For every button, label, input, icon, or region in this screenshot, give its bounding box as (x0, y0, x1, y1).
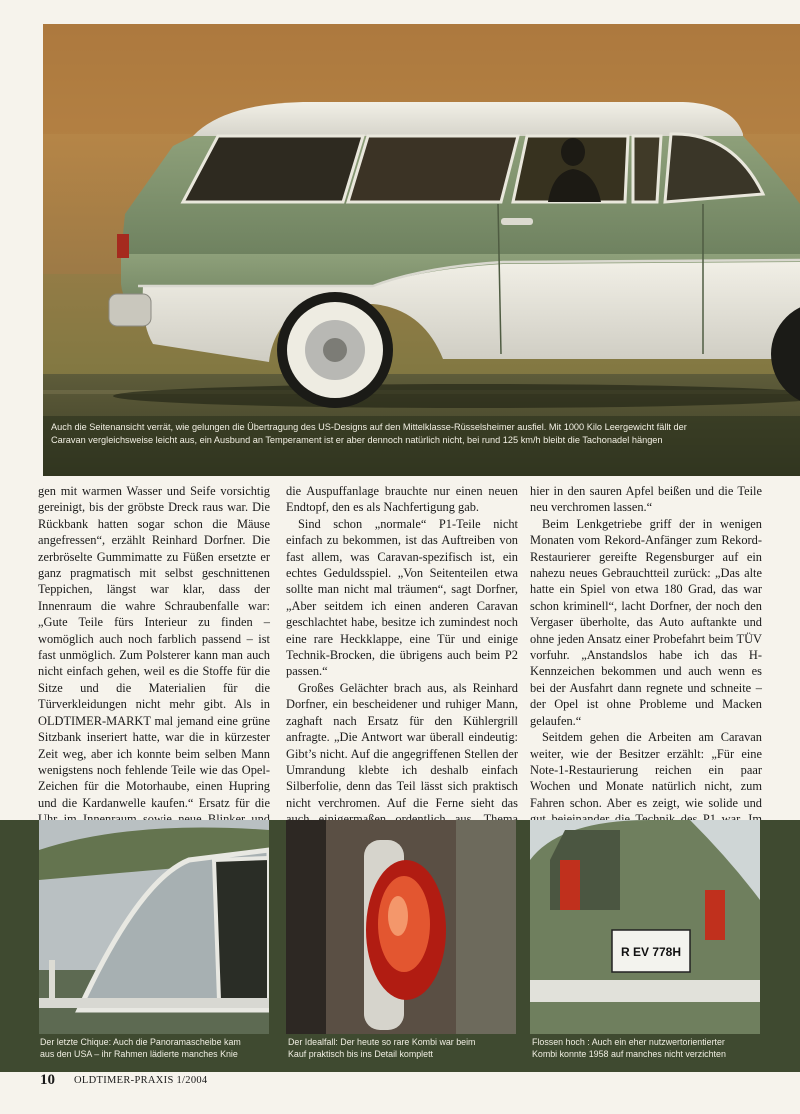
photo-caption-3 (532, 1036, 772, 1061)
windshield-illustration (39, 820, 269, 1034)
caption-line: Der letzte Chique: Auch die Panoramascheibe kam (40, 1037, 241, 1047)
paragraph: Großes Gelächter brach aus, als Reinhard Dorfner, ein bescheidener und ruhiger Mann, zaghaft nach Ersatz für den Kühlergrill anfragte. „Die Antwort war überall eindeutig: Gibt’s nicht. Auf die angegriffenen Stellen der Umrandung klebte ich deshalb einfach Silberfolie, denn das Teil lässt sich praktisch nicht verchromen. Auf die Ferne sieht das (286, 680, 518, 810)
paragraph: Seitdem gehen die Arbeiten am Caravan weiter, wie der Besitzer erzählt: „Für eine Note-1-Restaurierung reichen ein paar Wochen und Monate natürlich nicht, zum Fahren schon. Aber es zeigt, wie solide und (530, 730, 762, 810)
article-column-2 (286, 483, 518, 877)
paragraph: hier in den sauren Apfel beißen und die Teile neu verchromen lassen.“ (530, 484, 762, 515)
caption-line: Kombi konnte 1958 auf manches nicht verzichten (532, 1049, 726, 1060)
caption-line: Der Idealfall: Der heute so rare Kombi war beim (288, 1037, 476, 1047)
hero-photo (43, 24, 800, 476)
photo-caption-1 (40, 1036, 280, 1061)
taillight-illustration (286, 820, 516, 1034)
article-column-3 (530, 483, 762, 877)
photo-rear (530, 820, 760, 1034)
caption-line: Flossen hoch : Auch ein eher nutzwertorientierter (532, 1037, 725, 1047)
photo-windshield (39, 820, 269, 1034)
paragraph: Sind schon „normale“ P1-Teile nicht einfach zu bekommen, ist das Auftreiben von fast allem, was Caravan-spezifisch ist, ein echtes Geduldsspiel. „Von Seitenteilen etwa sollte man nicht mal träumen“, sagt Dorfner, „Aber seitdem ich einen anderen Caravan geschlachtet habe, besitze ich zumindest noch eine rare Heckklappe, eine Tür und einige Technik-Brocken, die übrigens auch beim P2 passen.“ (286, 516, 518, 679)
page-number: 10 (40, 1072, 55, 1088)
caption-line: Kauf praktisch bis ins Detail komplett (288, 1049, 434, 1060)
article-column-1 (38, 483, 270, 877)
hero-caption-line-2: Caravan vergleichsweise leicht aus, ein Ausbund an Temperament ist er aber dennoch natürlich nicht, bei rund 125 km/h bleibt die Tachonadel hängen (51, 435, 663, 445)
magazine-issue: OLDTIMER-PRAXIS 1/2004 (74, 1075, 208, 1086)
paragraph: gen mit warmen Wasser und Seife vorsichtig gereinigt, bis der gröbste Dreck raus war. Die Rückbank hatten sogar schon die Mäuse angefressen“, erzählt Reinhard Dorfner. Die zerbröselte Gummimatte zu Füßen ersetzte er ganz pragmatisch mit selbst geschnittenen Teppichen, längst war klar, dass der Innenraum die wahre Schraubenfalle war: „Gute Teile fürs Interieur zu finden – womöglich auch noch farblich passend – ist fast unmöglich. Zum Polsterer kann man auch nicht einfach gehen, weil es die Stoffe für die Sitze und die Materialien für die Türverkleidungen nicht mehr gibt. Als in OLDTIMER-MARKT mal jemand eine grüne Sitzbank inseriert hatte, war die in kürzester Zeit weg, aber ich konnte beim selben Mann wenigstens noch fehlende Teile wie das Opel-Zeichen für die Motorhaube, einen Hupring und die Kardanwelle kaufen.“ Ersatz für die (38, 484, 270, 810)
paragraph: Beim Lenkgetriebe griff der in wenigen Monaten vom Rekord-Anfänger zum Rekord-Restaurierer gereifte Regensburger auf ein nahezu neues Gebrauchtteil zurück: „Das alte hatte ein Spiel von etwa 180 Grad, das war schon kriminell“, lacht Dorfner, der noch den Vergaser überholte, das Auto auftankte und ohne jeden Ansatz einer Probefahrt beim TÜV vorfuhr. „Anstandslos habe ich das H-Kennzeichen bekommen und auch wenn es bei der Ausfahrt dann regnete und schneite – der Opel ist ohne Probleme und Macken gelaufen.“ (530, 516, 762, 728)
hero-caption (43, 416, 800, 476)
photo-caption-2 (288, 1036, 528, 1061)
rear-view-illustration (530, 820, 760, 1034)
photo-strip (0, 820, 800, 1072)
hero-caption-line-1: Auch die Seitenansicht verrät, wie gelungen die Übertragung des US-Designs auf den Mittelklasse-Rüsselsheimer ausfiel. Mit 1000 Kilo Leergewicht fällt der (51, 422, 687, 432)
caption-line: aus den USA – ihr Rahmen lädierte manches Knie (40, 1049, 238, 1060)
photo-taillight (286, 820, 516, 1034)
station-wagon-illustration (43, 24, 800, 476)
paragraph: die Auspuffanlage brauchte nur einen neuen Endtopf, den es als Nachfertigung gab. (286, 484, 518, 515)
license-plate-text: R EV 778H (620, 945, 682, 959)
